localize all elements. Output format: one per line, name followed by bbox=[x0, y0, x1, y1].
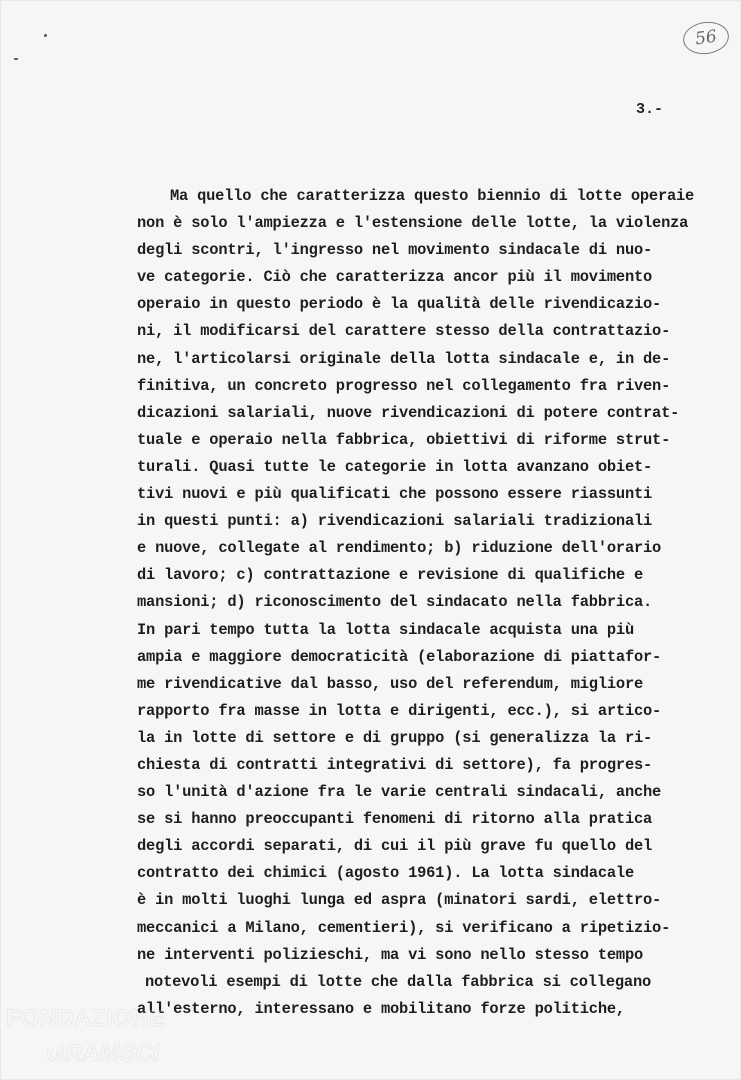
text-line: so l'unità d'azione fra le varie centrali sindacali, anche bbox=[137, 783, 662, 802]
fondazione-gramsci-watermark bbox=[0, 997, 190, 1069]
pencil-mark bbox=[44, 34, 47, 37]
text-line: tuale e operaio nella fabbrica, obiettivi di riforme strut- bbox=[137, 430, 671, 449]
text-line: degli scontri, l'ingresso nel movimento sindacale di nuo- bbox=[137, 241, 653, 260]
text-line: di lavoro; c) contrattazione e revisione di qualifiche e bbox=[137, 566, 644, 585]
typed-text-body bbox=[137, 183, 697, 1023]
text-line: in questi punti: a) rivendicazioni salariali tradizionali bbox=[137, 512, 653, 531]
text-line: notevoli esempi di lotte che dalla fabbrica si collegano bbox=[145, 972, 652, 991]
text-line: ampia e maggiore democraticità (elaborazione di piattafor- bbox=[137, 647, 662, 666]
text-line: ve categorie. Ciò che caratterizza ancor più il movimento bbox=[137, 268, 653, 287]
page-number: 3.- bbox=[636, 101, 664, 118]
watermark-text: FONDAZIONE bbox=[6, 1005, 165, 1032]
text-line: Ma quello che caratterizza questo biennio di lotte operaie bbox=[170, 187, 695, 205]
text-line: all'esterno, interessano e mobilitano forze politiche, bbox=[137, 999, 625, 1018]
watermark-text: GRAMSCI bbox=[46, 1040, 160, 1067]
text-line: turali. Quasi tutte le categorie in lotta avanzano obiet- bbox=[137, 457, 653, 476]
pencil-mark bbox=[14, 58, 18, 60]
text-line: contratto dei chimici (agosto 1961). La lotta sindacale bbox=[137, 864, 634, 883]
text-line: finitiva, un concreto progresso nel collegamento fra riven- bbox=[137, 376, 671, 395]
text-line: meccanici a Milano, cementieri), si verificano a ripetizio- bbox=[137, 918, 671, 937]
text-line: chiesta di contratti integrativi di settore), fa progres- bbox=[137, 755, 653, 774]
text-line: In pari tempo tutta la lotta sindacale acquista una più bbox=[137, 620, 634, 639]
text-line: non è solo l'ampiezza e l'estensione delle lotte, la violenza bbox=[137, 214, 689, 233]
text-line: degli accordi separati, di cui il più grave fu quello del bbox=[137, 837, 653, 856]
text-line: mansioni; d) riconoscimento del sindacato nella fabbrica. bbox=[137, 593, 653, 612]
text-line: è in molti luoghi lunga ed aspra (minatori sardi, elettro- bbox=[137, 891, 662, 910]
archive-number: 56 bbox=[681, 19, 731, 57]
text-line: se si hanno preoccupanti fenomeni di ritorno alla pratica bbox=[137, 810, 653, 829]
text-line: rapporto fra masse in lotta e dirigenti, ecc.), si artico- bbox=[137, 701, 662, 720]
text-line: tivi nuovi e più qualificati che possono essere riassunti bbox=[137, 485, 653, 504]
text-line: operaio in questo periodo è la qualità delle rivendicazio- bbox=[137, 295, 662, 314]
text-line: ni, il modificarsi del carattere stesso della contrattazio- bbox=[137, 322, 671, 341]
text-line: me rivendicative dal basso, uso del referendum, migliore bbox=[137, 674, 644, 693]
text-line: la in lotte di settore e di gruppo (si generalizza la ri- bbox=[137, 728, 653, 747]
text-line: e nuove, collegate al rendimento; b) riduzione dell'orario bbox=[137, 539, 662, 558]
text-line: ne interventi polizieschi, ma vi sono nello stesso tempo bbox=[137, 945, 644, 964]
text-line: ne, l'articolarsi originale della lotta sindacale e, in de- bbox=[137, 349, 671, 368]
text-line: dicazioni salariali, nuove rivendicazioni di potere contrat- bbox=[137, 403, 680, 422]
